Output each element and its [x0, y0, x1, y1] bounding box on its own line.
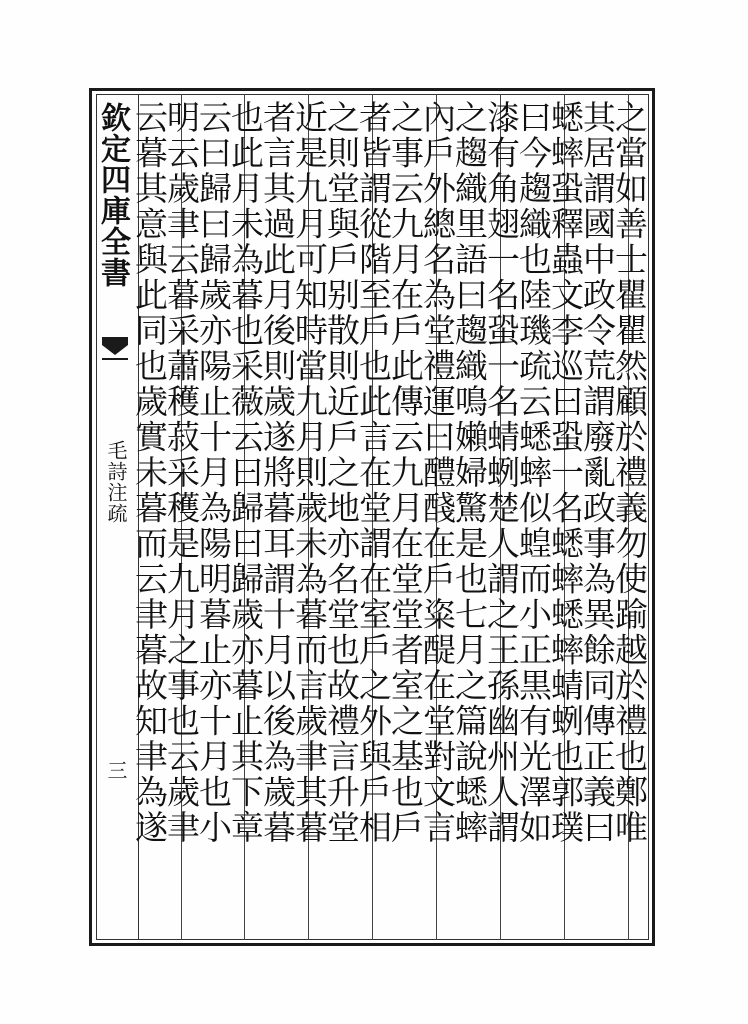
text-column: 漆有角翅一名蛩一名蜻蛚楚人謂之王孫幽州人謂 [482, 100, 521, 846]
page-number: 三 [104, 760, 128, 780]
text-column: 也此月未為暮也采薇云曰歸曰歸歲亦暮止其下章 [226, 100, 265, 846]
text-column: 之當如善士瞿瞿然顧於禮義勿使踰越於禮也鄭唯 [610, 100, 649, 846]
book-subtitle: 毛詩注疏 [104, 440, 128, 524]
text-column: 曰今趨織也陸璣疏云蟋蟀似蝗而小正黒有光澤如 [514, 100, 553, 846]
text-column: 之則堂與戶别散則近戶之地亦名堂也故禮言升堂 [322, 100, 361, 846]
text-column: 蟋蟀蛩釋蟲文李巡曰蛩一名蟋蟀蟋蟀蜻蛚也郭璞 [546, 100, 585, 846]
fish-tail-icon [100, 335, 130, 369]
text-column: 近是九月可知時當九月則歲未為暮而言歲聿其暮 [290, 100, 329, 846]
text-column: 內戶外總名為堂禮運曰醴醆在戶粢醍在堂對文言 [418, 100, 457, 846]
text-column: 之趨織里語曰趨織鳴嬾婦驚是也七月之篇說蟋蟀 [450, 100, 489, 846]
text-column: 云暮其意與此同也歲實未暮而云聿暮故知聿為遂 [130, 100, 169, 846]
text-column: 者皆謂從階至戶也此言在堂謂在室戶之外與戶相 [354, 100, 393, 846]
text-column: 者言其過此月後則歲遂將暮耳謂十月以後為歲暮 [258, 100, 297, 846]
text-column: 之事云九月在戶此傳云九月在堂堂者室之基也戶 [386, 100, 425, 846]
text-column: 明云歲聿云暮采蕭穫菽采穫是九月之事也云歲聿 [162, 100, 201, 846]
book-title: 欽定四庫全書 [95, 102, 130, 288]
text-column: 其居謂國中政令荒謂廢亂政事為異餘同傳正義曰 [578, 100, 617, 846]
text-column: 云曰歸曰歸歲亦陽止十月為陽明暮止亦十月也小 [194, 100, 233, 846]
